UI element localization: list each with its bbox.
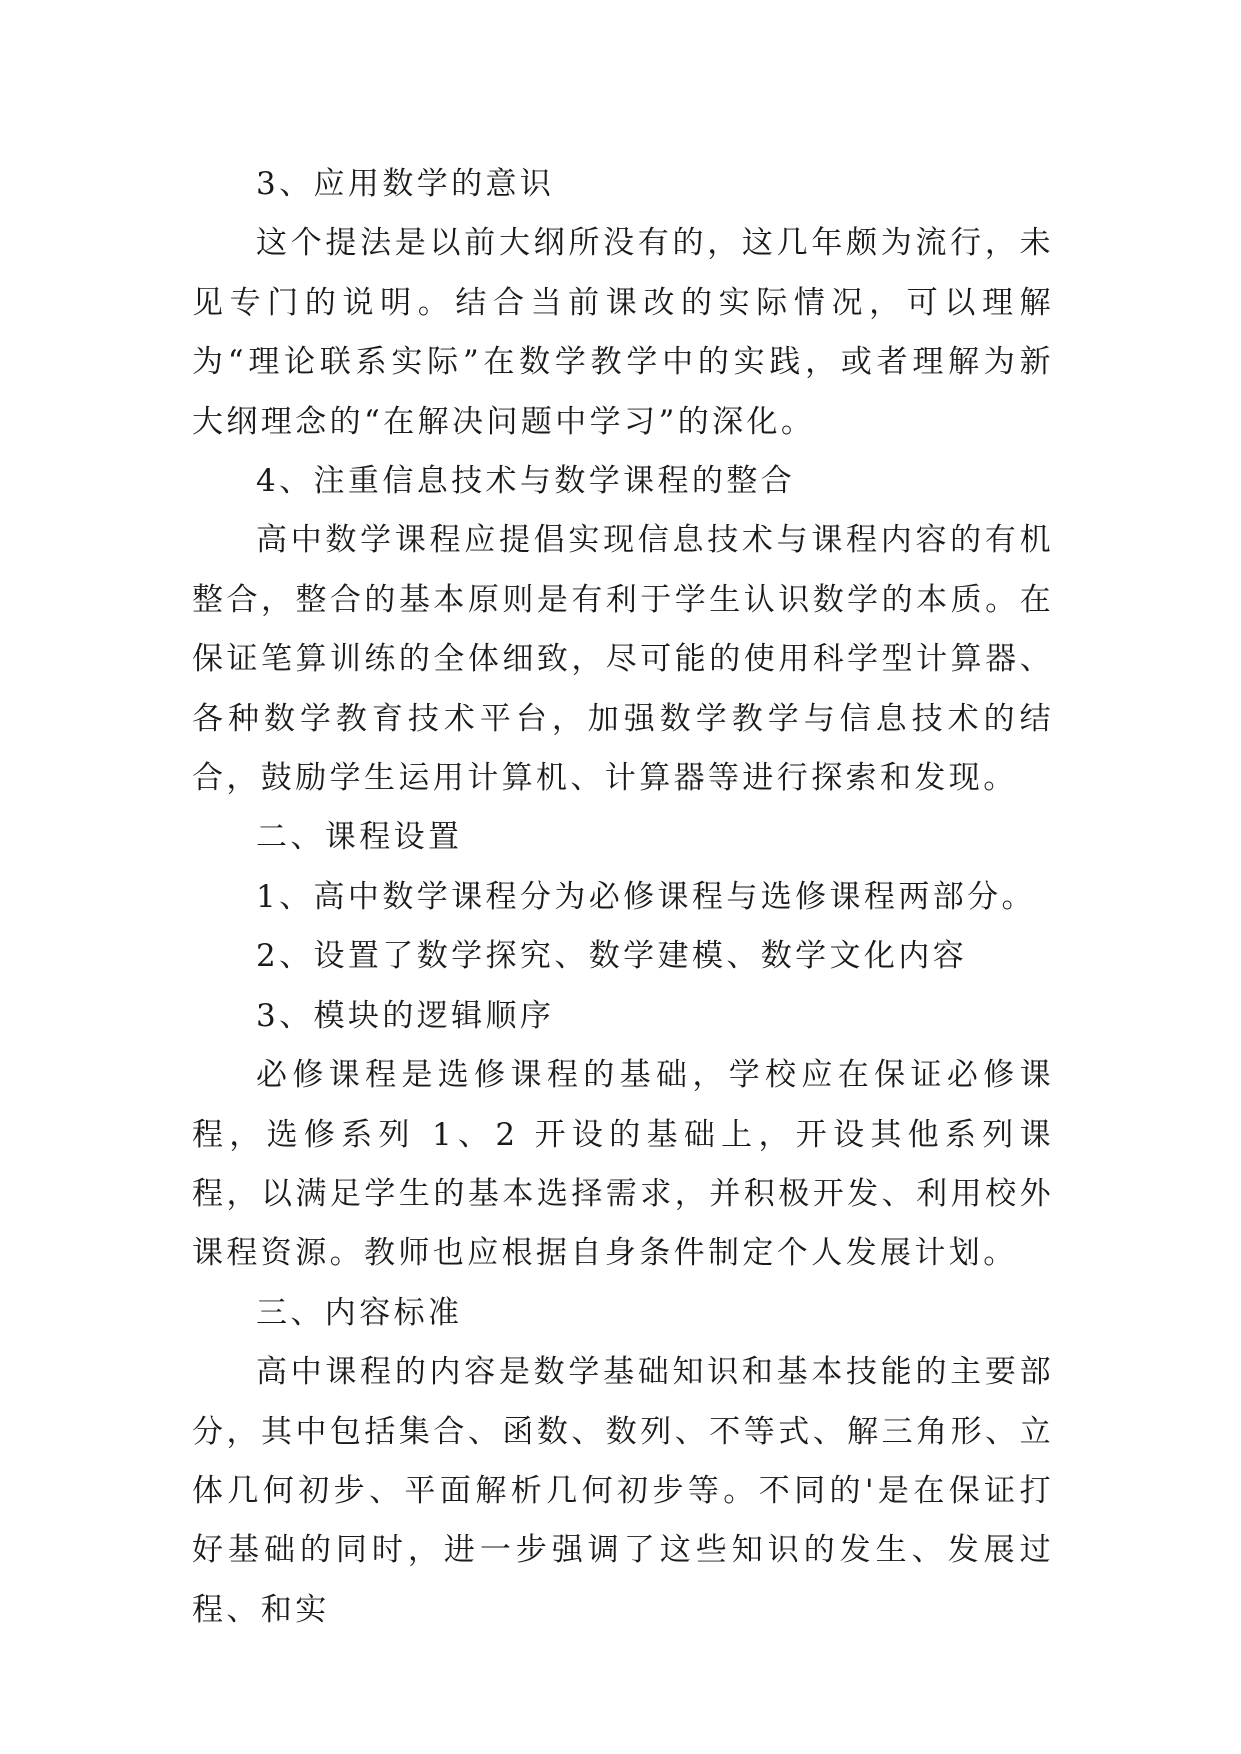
section-heading-applied-math-awareness: 3、应用数学的意识 xyxy=(256,166,555,202)
section-heading-it-integration: 4、注重信息技术与数学课程的整合 xyxy=(256,463,796,500)
paragraph-module-order: 必修课程是选修课程的基础，学校应在保证必修课程，选修系列 1、2 开设的基础上，开设其他系列课程，以满足学生的基本选择需求，并积极开发、利用校外课程资源。教师也应根据自身条件制定个人发展计划。 xyxy=(192,1057,1054,1272)
list-item-course-content: 2、设置了数学探究、数学建模、数学文化内容 xyxy=(256,938,968,975)
document-body xyxy=(192,155,1054,1640)
list-item-course-division: 1、高中数学课程分为必修课程与选修课程两部分。 xyxy=(256,878,1036,915)
paragraph-content-standards: 高中课程的内容是数学基础知识和基本技能的主要部分，其中包括集合、函数、数列、不等式、解三角形、立体几何初步、平面解析几何初步等。不同的'是在保证打好基础的同时，进一步强调了这些知识的发生、发展过程、和实 xyxy=(192,1354,1054,1628)
section-heading-content-standards: 三、内容标准 xyxy=(256,1294,463,1331)
list-item-module-order: 3、模块的逻辑顺序 xyxy=(256,997,555,1034)
section-heading-course-setup: 二、课程设置 xyxy=(256,819,463,856)
paragraph-it-integration: 高中数学课程应提倡实现信息技术与课程内容的有机整合，整合的基本原则是有利于学生认识数学的本质。在保证笔算训练的全体细致，尽可能的使用科学型计算器、各种数学教育技术平台，加强数学教学与信息技术的结合，鼓励学生运用计算机、计算器等进行探索和发现。 xyxy=(192,522,1054,797)
paragraph-applied-math-explanation: 这个提法是以前大纲所没有的，这几年颇为流行，未见专门的说明。结合当前课改的实际情况，可以理解为“理论联系实际”在数学教学中的实践，或者理解为新大纲理念的“在解决问题中学习”的深化。 xyxy=(192,225,1054,440)
